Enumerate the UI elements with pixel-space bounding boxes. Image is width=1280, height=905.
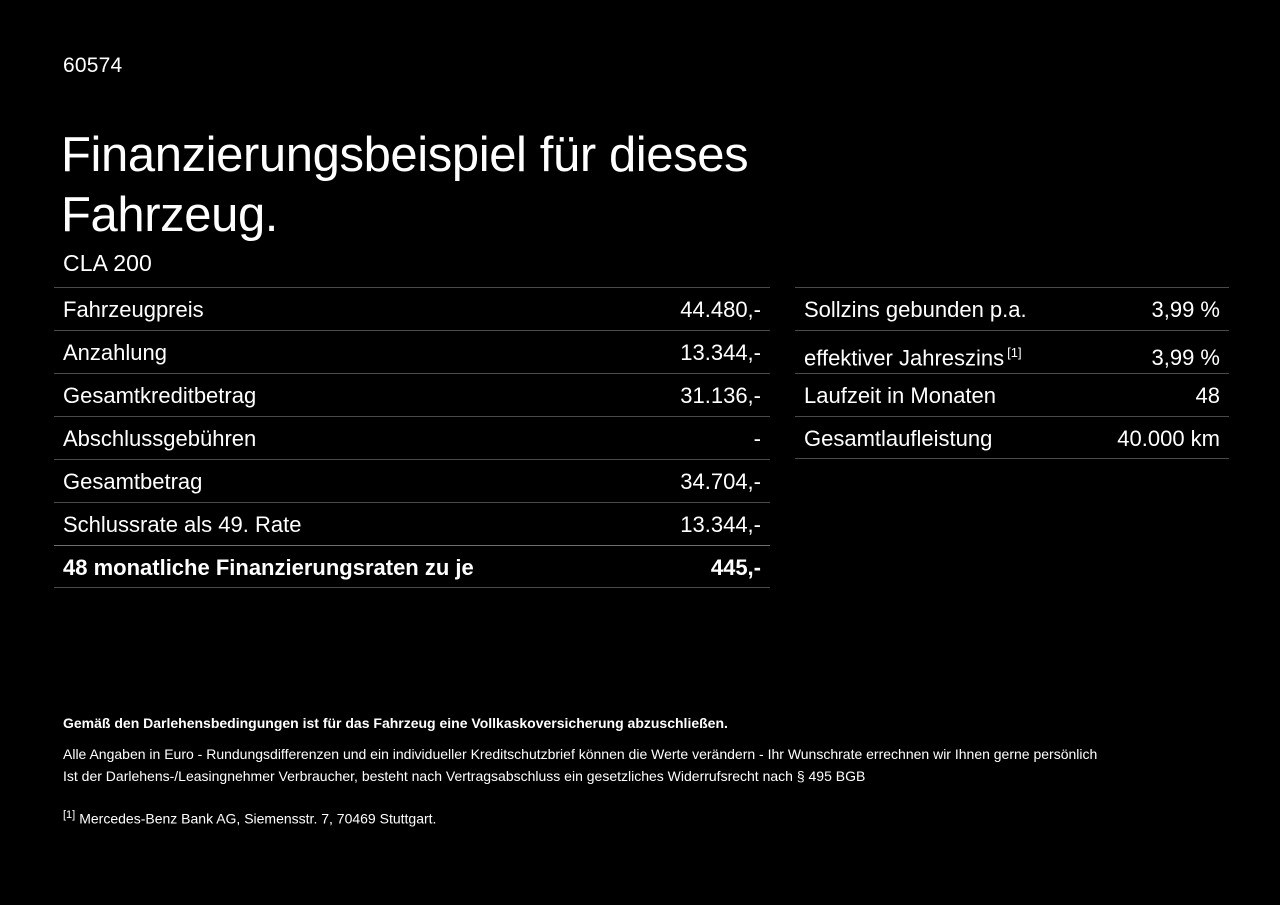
row-value: 3,99 % bbox=[1151, 345, 1220, 371]
footnote-marker: [1] bbox=[63, 809, 76, 821]
row-value: 34.704,- bbox=[680, 469, 761, 494]
row-value: 3,99 % bbox=[1151, 297, 1220, 322]
row-value: 44.480,- bbox=[680, 297, 761, 322]
bank-reference bbox=[63, 805, 1213, 829]
table-row bbox=[54, 330, 770, 373]
row-value: 13.344,- bbox=[680, 340, 761, 365]
table-row bbox=[54, 502, 770, 545]
row-label: Gesamtbetrag bbox=[63, 469, 203, 494]
row-value: 13.344,- bbox=[680, 512, 761, 537]
row-label: Sollzins gebunden p.a. bbox=[804, 297, 1027, 322]
insurance-note: Gemäß den Darlehensbedingungen ist für das Fahrzeug eine Vollkaskoversicherung abzuschließen. bbox=[63, 715, 728, 731]
row-label: Laufzeit in Monaten bbox=[804, 383, 997, 408]
row-label: effektiver Jahreszins bbox=[804, 345, 1005, 371]
disclaimer-line-2: Ist der Darlehens-/Leasingnehmer Verbraucher, besteht nach Vertragsabschluss ein gesetzliches Widerrufsrecht nach § 495 BGB bbox=[63, 768, 866, 784]
table-row bbox=[795, 373, 1229, 416]
row-label: Schlussrate als 49. Rate bbox=[63, 512, 302, 537]
row-label: 48 monatliche Finanzierungsraten zu je bbox=[63, 555, 474, 580]
finance-table-right bbox=[795, 287, 1229, 459]
table-row bbox=[795, 287, 1229, 330]
row-label: Abschlussgebühren bbox=[63, 426, 257, 451]
table-row bbox=[795, 330, 1229, 373]
row-value: 31.136,- bbox=[680, 383, 761, 408]
page-title: Finanzierungsbeispiel für dieses Fahrzeug. bbox=[61, 127, 749, 242]
row-label: Gesamtkreditbetrag bbox=[63, 383, 257, 408]
finance-table-left bbox=[54, 287, 770, 588]
table-row bbox=[54, 373, 770, 416]
row-value: 445,- bbox=[710, 555, 761, 580]
row-label: Anzahlung bbox=[63, 340, 167, 365]
document-id: 60574 bbox=[63, 54, 123, 77]
table-row bbox=[54, 459, 770, 502]
row-value: 48 bbox=[1195, 383, 1220, 408]
table-row bbox=[54, 287, 770, 330]
bank-reference-text: Mercedes-Benz Bank AG, Siemensstr. 7, 70469 Stuttgart. bbox=[79, 810, 437, 827]
disclaimer-line-1: Alle Angaben in Euro - Rundungsdifferenzen und ein individueller Kreditschutzbrief können die Werte verändern - Ihr Wunschrate errechnen wir Ihnen gerne persönlich bbox=[63, 746, 1098, 762]
row-value: 40.000 km bbox=[1117, 426, 1220, 451]
table-row-total bbox=[54, 545, 770, 588]
row-value: - bbox=[753, 426, 761, 451]
table-row bbox=[54, 416, 770, 459]
footnotes bbox=[63, 712, 1213, 829]
footnote-marker: [1] bbox=[1007, 345, 1022, 360]
table-row bbox=[795, 416, 1229, 459]
row-label: Fahrzeugpreis bbox=[63, 297, 204, 322]
vehicle-model-label: CLA 200 bbox=[63, 250, 152, 276]
row-label: Gesamtlaufleistung bbox=[804, 426, 993, 451]
